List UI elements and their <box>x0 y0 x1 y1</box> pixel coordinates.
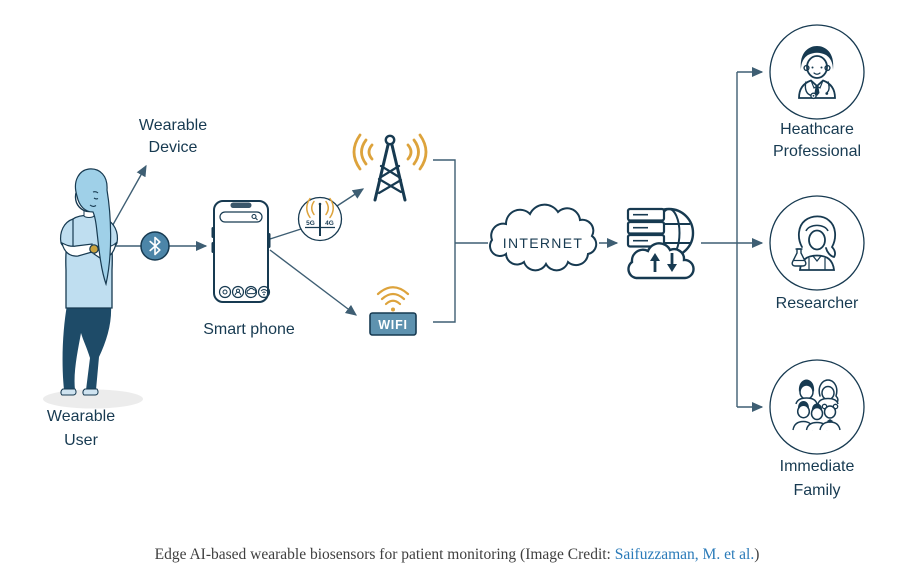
healthcare-professional-node <box>770 25 864 160</box>
wearable-device-label-line1: Wearable <box>138 117 208 134</box>
caption-credit-link[interactable]: Saifuzzaman, M. et al. <box>614 546 755 563</box>
smart-phone-label: Smart phone <box>203 321 295 338</box>
wifi-icon <box>370 287 416 335</box>
wearable-user-label-line2: User <box>64 432 98 449</box>
healthcare-label-line2: Professional <box>772 143 862 160</box>
cellular-4g-label: 4G <box>325 220 334 227</box>
bluetooth-icon <box>141 232 169 260</box>
internet-cloud <box>490 205 596 271</box>
smartphone-icon <box>212 201 271 302</box>
arrow-cellular-to-tower <box>337 189 363 206</box>
cellular-5g-4g-icon <box>299 198 342 241</box>
caption <box>0 546 914 564</box>
family-label-line1: Immediate <box>779 458 855 475</box>
researcher-label: Researcher <box>775 295 859 312</box>
wifi-label: WIFI <box>378 318 408 332</box>
caption-suffix: ) <box>754 546 760 563</box>
smartwatch-icon <box>90 245 98 253</box>
phone-notch <box>231 203 252 209</box>
cell-tower-icon <box>354 135 426 200</box>
bracket-server-to-recipients <box>701 72 737 407</box>
wearable-device-label-line2: Device <box>148 139 198 156</box>
researcher-node <box>770 196 864 312</box>
wearable-user-illustration <box>43 169 143 409</box>
cloud-server-icon <box>628 209 694 278</box>
family-label-line2: Family <box>793 482 841 499</box>
internet-label: INTERNET <box>502 235 584 251</box>
cellular-5g-label: 5G <box>306 220 315 227</box>
bracket-tower-wifi <box>433 160 455 322</box>
immediate-family-node <box>770 360 864 499</box>
caption-text: Edge AI-based wearable biosensors for patient monitoring (Image Credit: <box>154 546 615 563</box>
wearable-user-label-line1: Wearable <box>46 408 116 425</box>
healthcare-label-line1: Heathcare <box>780 121 854 138</box>
line-phone-to-cellular <box>270 229 301 239</box>
server-stack-icon <box>628 209 664 247</box>
arrow-phone-to-wifi <box>270 250 356 315</box>
